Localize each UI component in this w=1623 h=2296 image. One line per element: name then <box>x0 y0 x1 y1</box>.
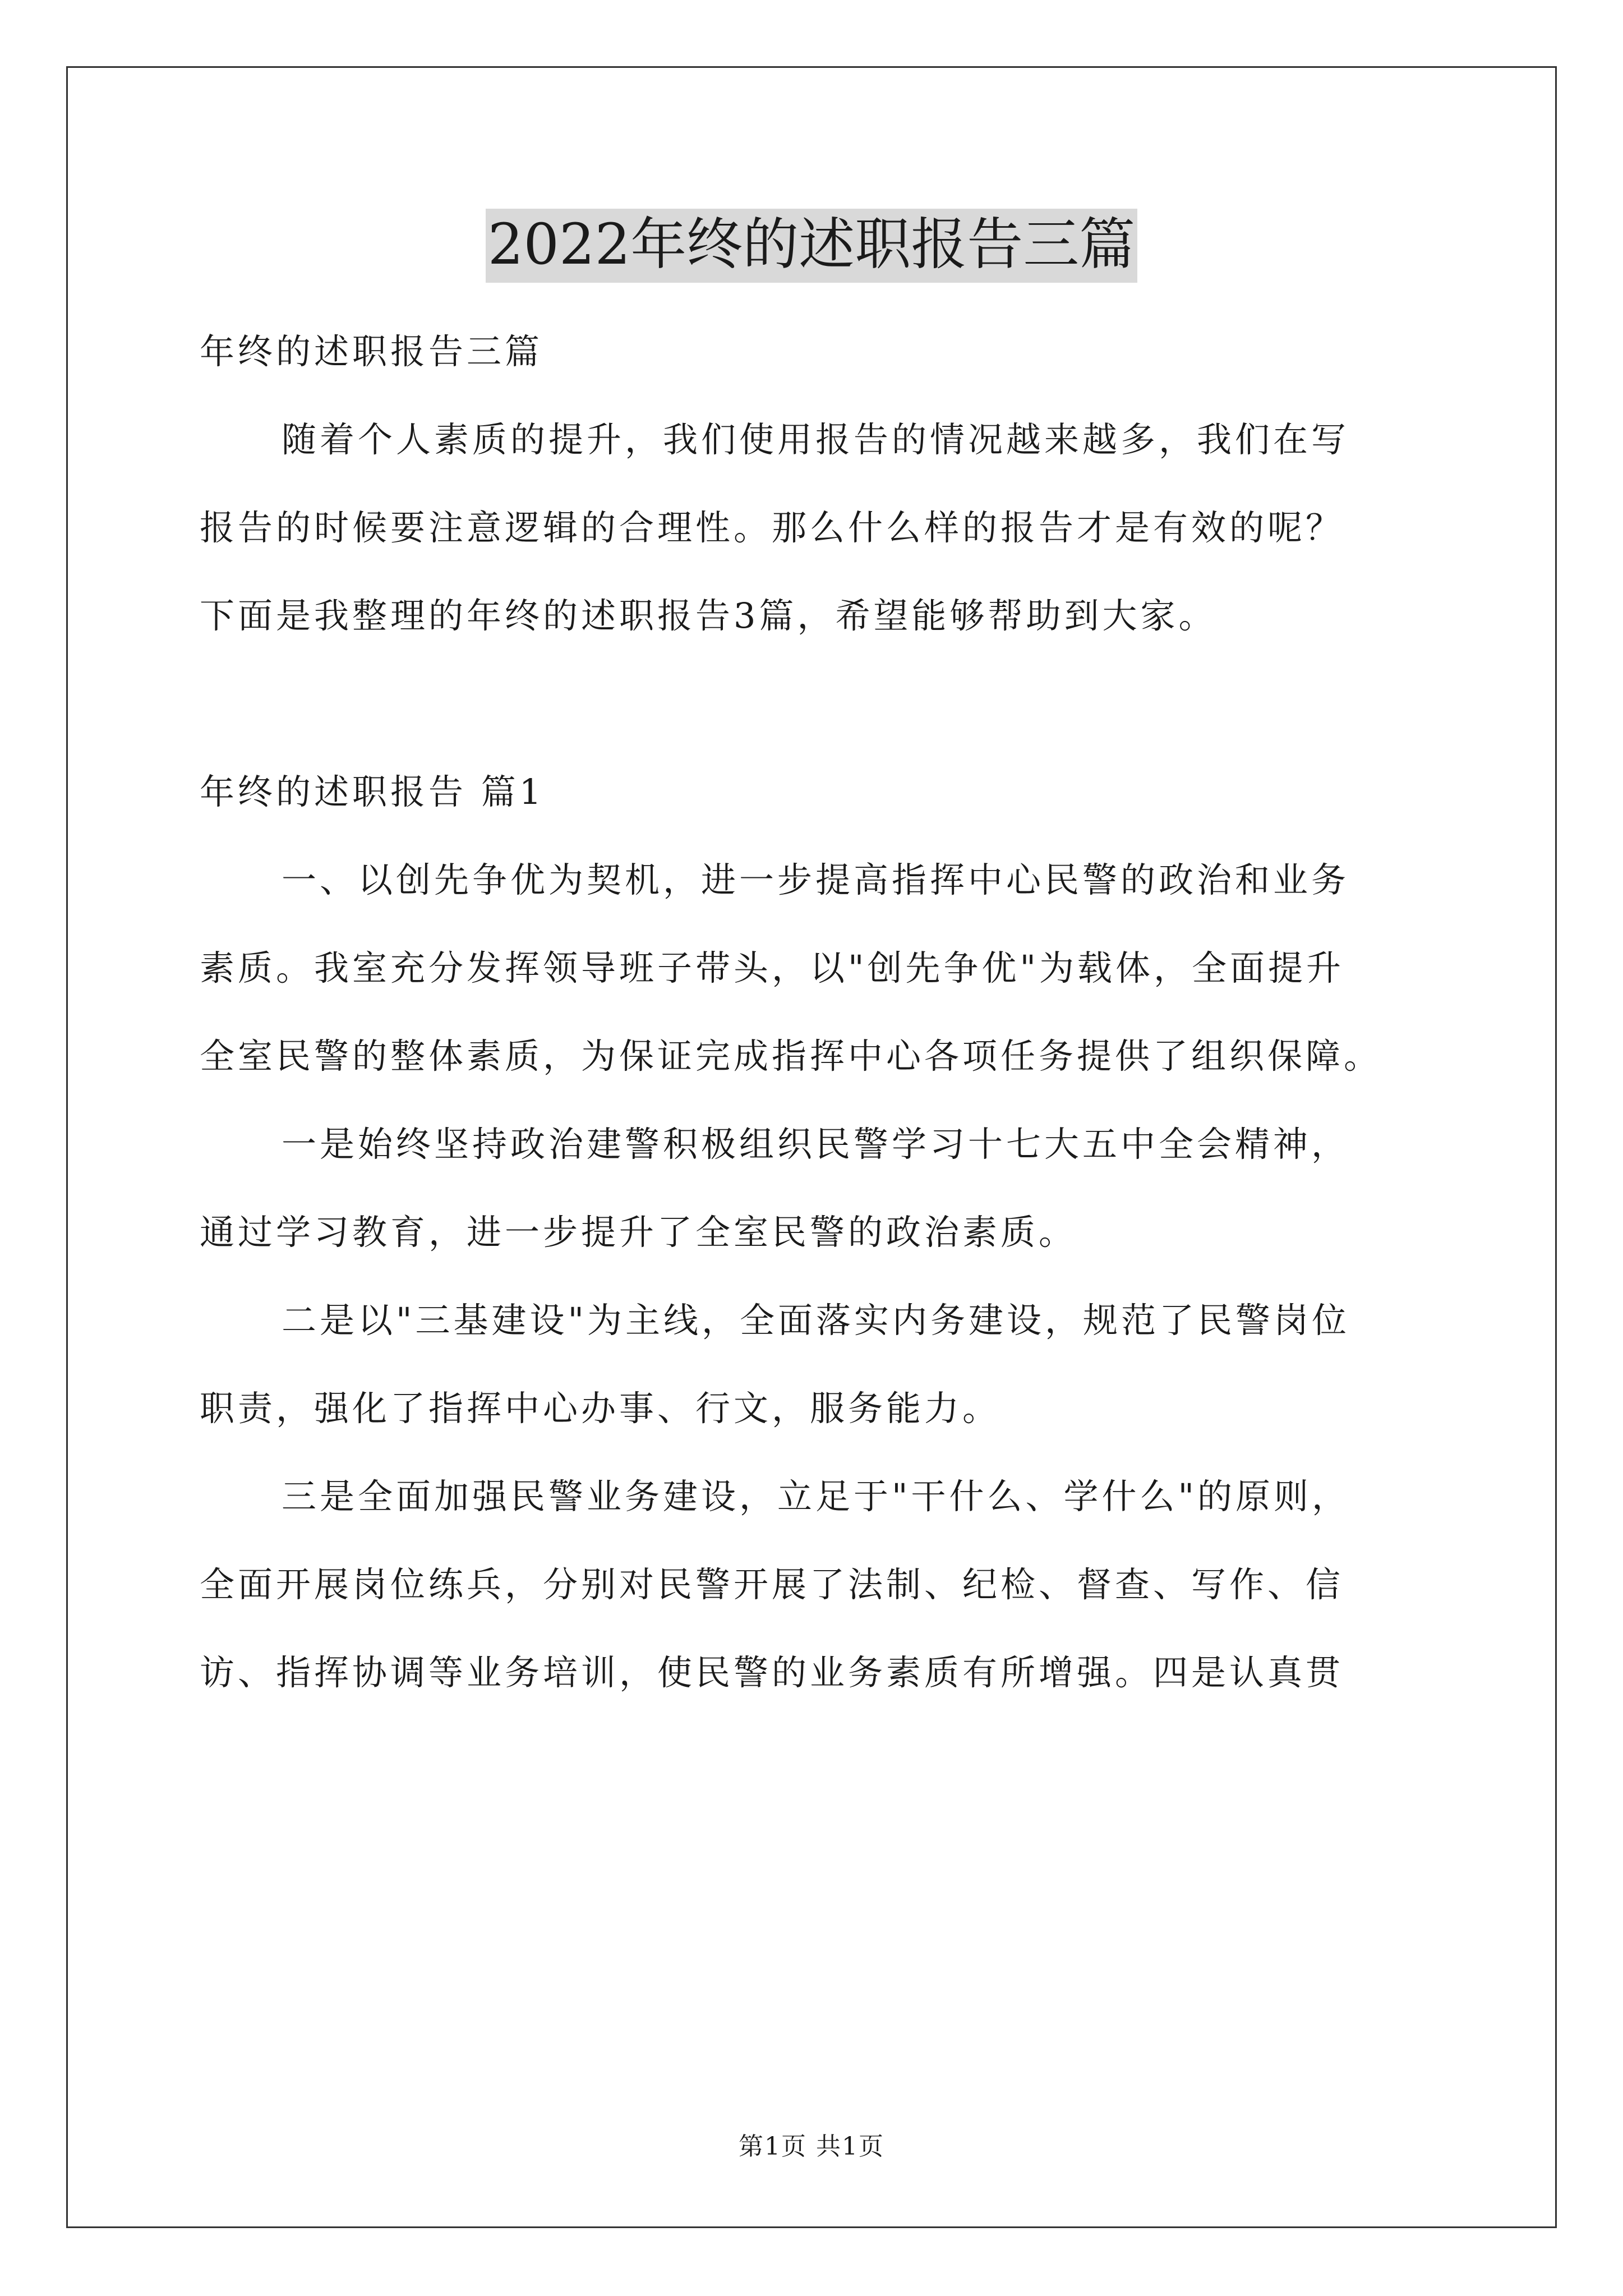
document-body <box>200 307 1456 1717</box>
document-title: 2022年终的述职报告三篇 <box>486 209 1138 283</box>
paragraph-line: 下面是我整理的年终的述职报告3篇，希望能够帮助到大家。 <box>200 595 1217 636</box>
paragraph-line: 全室民警的整体素质，为保证完成指挥中心各项任务提供了组织保障。 <box>200 1036 1382 1076</box>
page-number-footer: 第1页 共1页 <box>739 2132 884 2161</box>
paragraph-line: 访、指挥协调等业务培训，使民警的业务素质有所增强。四是认真贯 <box>200 1652 1344 1693</box>
paragraph-line: 素质。我室充分发挥领导班子带头，以"创先争优"为载体，全面提升 <box>200 947 1345 988</box>
paragraph-line: 通过学习教育，进一步提升了全室民警的政治素质。 <box>200 1212 1077 1253</box>
paragraph-line: 三是全面加强民警业务建设，立足于"干什么、学什么"的原则， <box>282 1476 1350 1517</box>
paragraph-line: 一是始终坚持政治建警积极组织民警学习十七大五中全会精神， <box>282 1124 1350 1165</box>
blank-line <box>200 660 1456 748</box>
document-title-wrapper <box>0 209 1623 283</box>
paragraph-line: 全面开展岗位练兵，分别对民警开展了法制、纪检、督查、写作、信 <box>200 1564 1344 1605</box>
paragraph-line: 随着个人素质的提升，我们使用报告的情况越来越多，我们在写 <box>282 419 1350 460</box>
paragraph-line: 报告的时候要注意逻辑的合理性。那么什么样的报告才是有效的呢？ <box>200 507 1344 548</box>
paragraph-line: 职责，强化了指挥中心办事、行文，服务能力。 <box>200 1388 1001 1429</box>
subtitle-line: 年终的述职报告三篇 <box>200 331 543 372</box>
section-heading: 年终的述职报告 篇1 <box>200 771 545 812</box>
paragraph-line: 一、以创先争优为契机，进一步提高指挥中心民警的政治和业务 <box>282 859 1350 900</box>
paragraph-line: 二是以"三基建设"为主线，全面落实内务建设，规范了民警岗位 <box>282 1300 1350 1341</box>
